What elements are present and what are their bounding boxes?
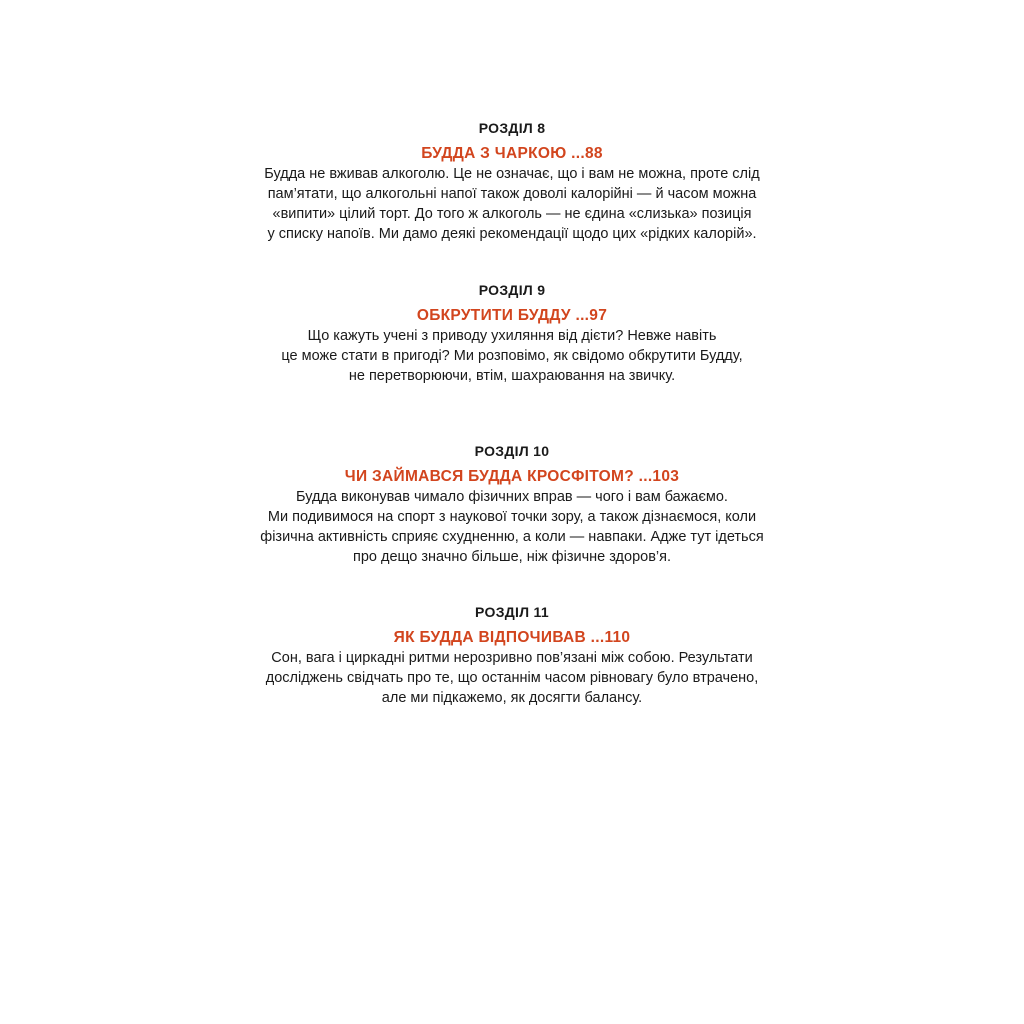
chapter-description xyxy=(0,487,1024,567)
description-line: не перетворюючи, втім, шахраювання на звичку. xyxy=(348,368,676,384)
chapter-description xyxy=(0,326,1024,386)
description-line: Сон, вага і циркадні ритми нерозривно пов’язані між собою. Результати xyxy=(271,650,753,666)
description-line: фізична активність сприяє схудненню, а коли — навпаки. Адже тут ідеться xyxy=(260,529,764,545)
chapter-8-entry xyxy=(0,118,1024,244)
chapter-label: РОЗДІЛ 11 xyxy=(475,604,549,620)
description-line: це може стати в пригоді? Ми розповімо, як свідомо обкрутити Будду, xyxy=(281,348,743,364)
chapter-9-entry xyxy=(0,280,1024,386)
description-line: про дещо значно більше, ніж фізичне здоров’я. xyxy=(352,549,672,565)
description-line: Будда виконував чимало фізичних вправ — чого і вам бажаємо. xyxy=(296,489,728,505)
description-line: «випити» цілий торт. До того ж алкоголь — не єдина «слизька» позиція xyxy=(272,206,752,222)
description-line: але ми підкажемо, як досягти балансу. xyxy=(381,690,643,706)
description-line: пам’ятати, що алкогольні напої також доволі калорійні — й часом можна xyxy=(267,186,757,202)
description-line: досліджень свідчать про те, що останнім часом рівновагу було втрачено, xyxy=(265,670,759,686)
description-line: у списку напоїв. Ми дамо деякі рекомендації щодо цих «рідких калорій». xyxy=(267,226,757,242)
chapter-10-entry xyxy=(0,441,1024,567)
chapter-title-link[interactable]: БУДДА З ЧАРКОЮ ...88 xyxy=(421,145,603,162)
chapter-title-link[interactable]: ЯК БУДДА ВІДПОЧИВАВ ...110 xyxy=(393,629,631,646)
description-line: Що кажуть учені з приводу ухиляння від дієти? Невже навіть xyxy=(307,328,717,344)
chapter-description xyxy=(0,164,1024,244)
chapter-description xyxy=(0,648,1024,708)
chapter-label: РОЗДІЛ 8 xyxy=(478,120,546,136)
chapter-title-link[interactable]: ЧИ ЗАЙМАВСЯ БУДДА КРОСФІТОМ? ...103 xyxy=(344,468,680,485)
description-line: Будда не вживав алкоголю. Це не означає, що і вам не можна, проте слід xyxy=(264,166,760,182)
description-line: Ми подивимося на спорт з наукової точки зору, а також дізнаємося, коли xyxy=(267,509,757,525)
chapter-11-entry xyxy=(0,602,1024,708)
chapter-label: РОЗДІЛ 10 xyxy=(474,443,550,459)
chapter-label: РОЗДІЛ 9 xyxy=(478,282,546,298)
chapter-title-link[interactable]: ОБКРУТИТИ БУДДУ ...97 xyxy=(416,307,608,324)
